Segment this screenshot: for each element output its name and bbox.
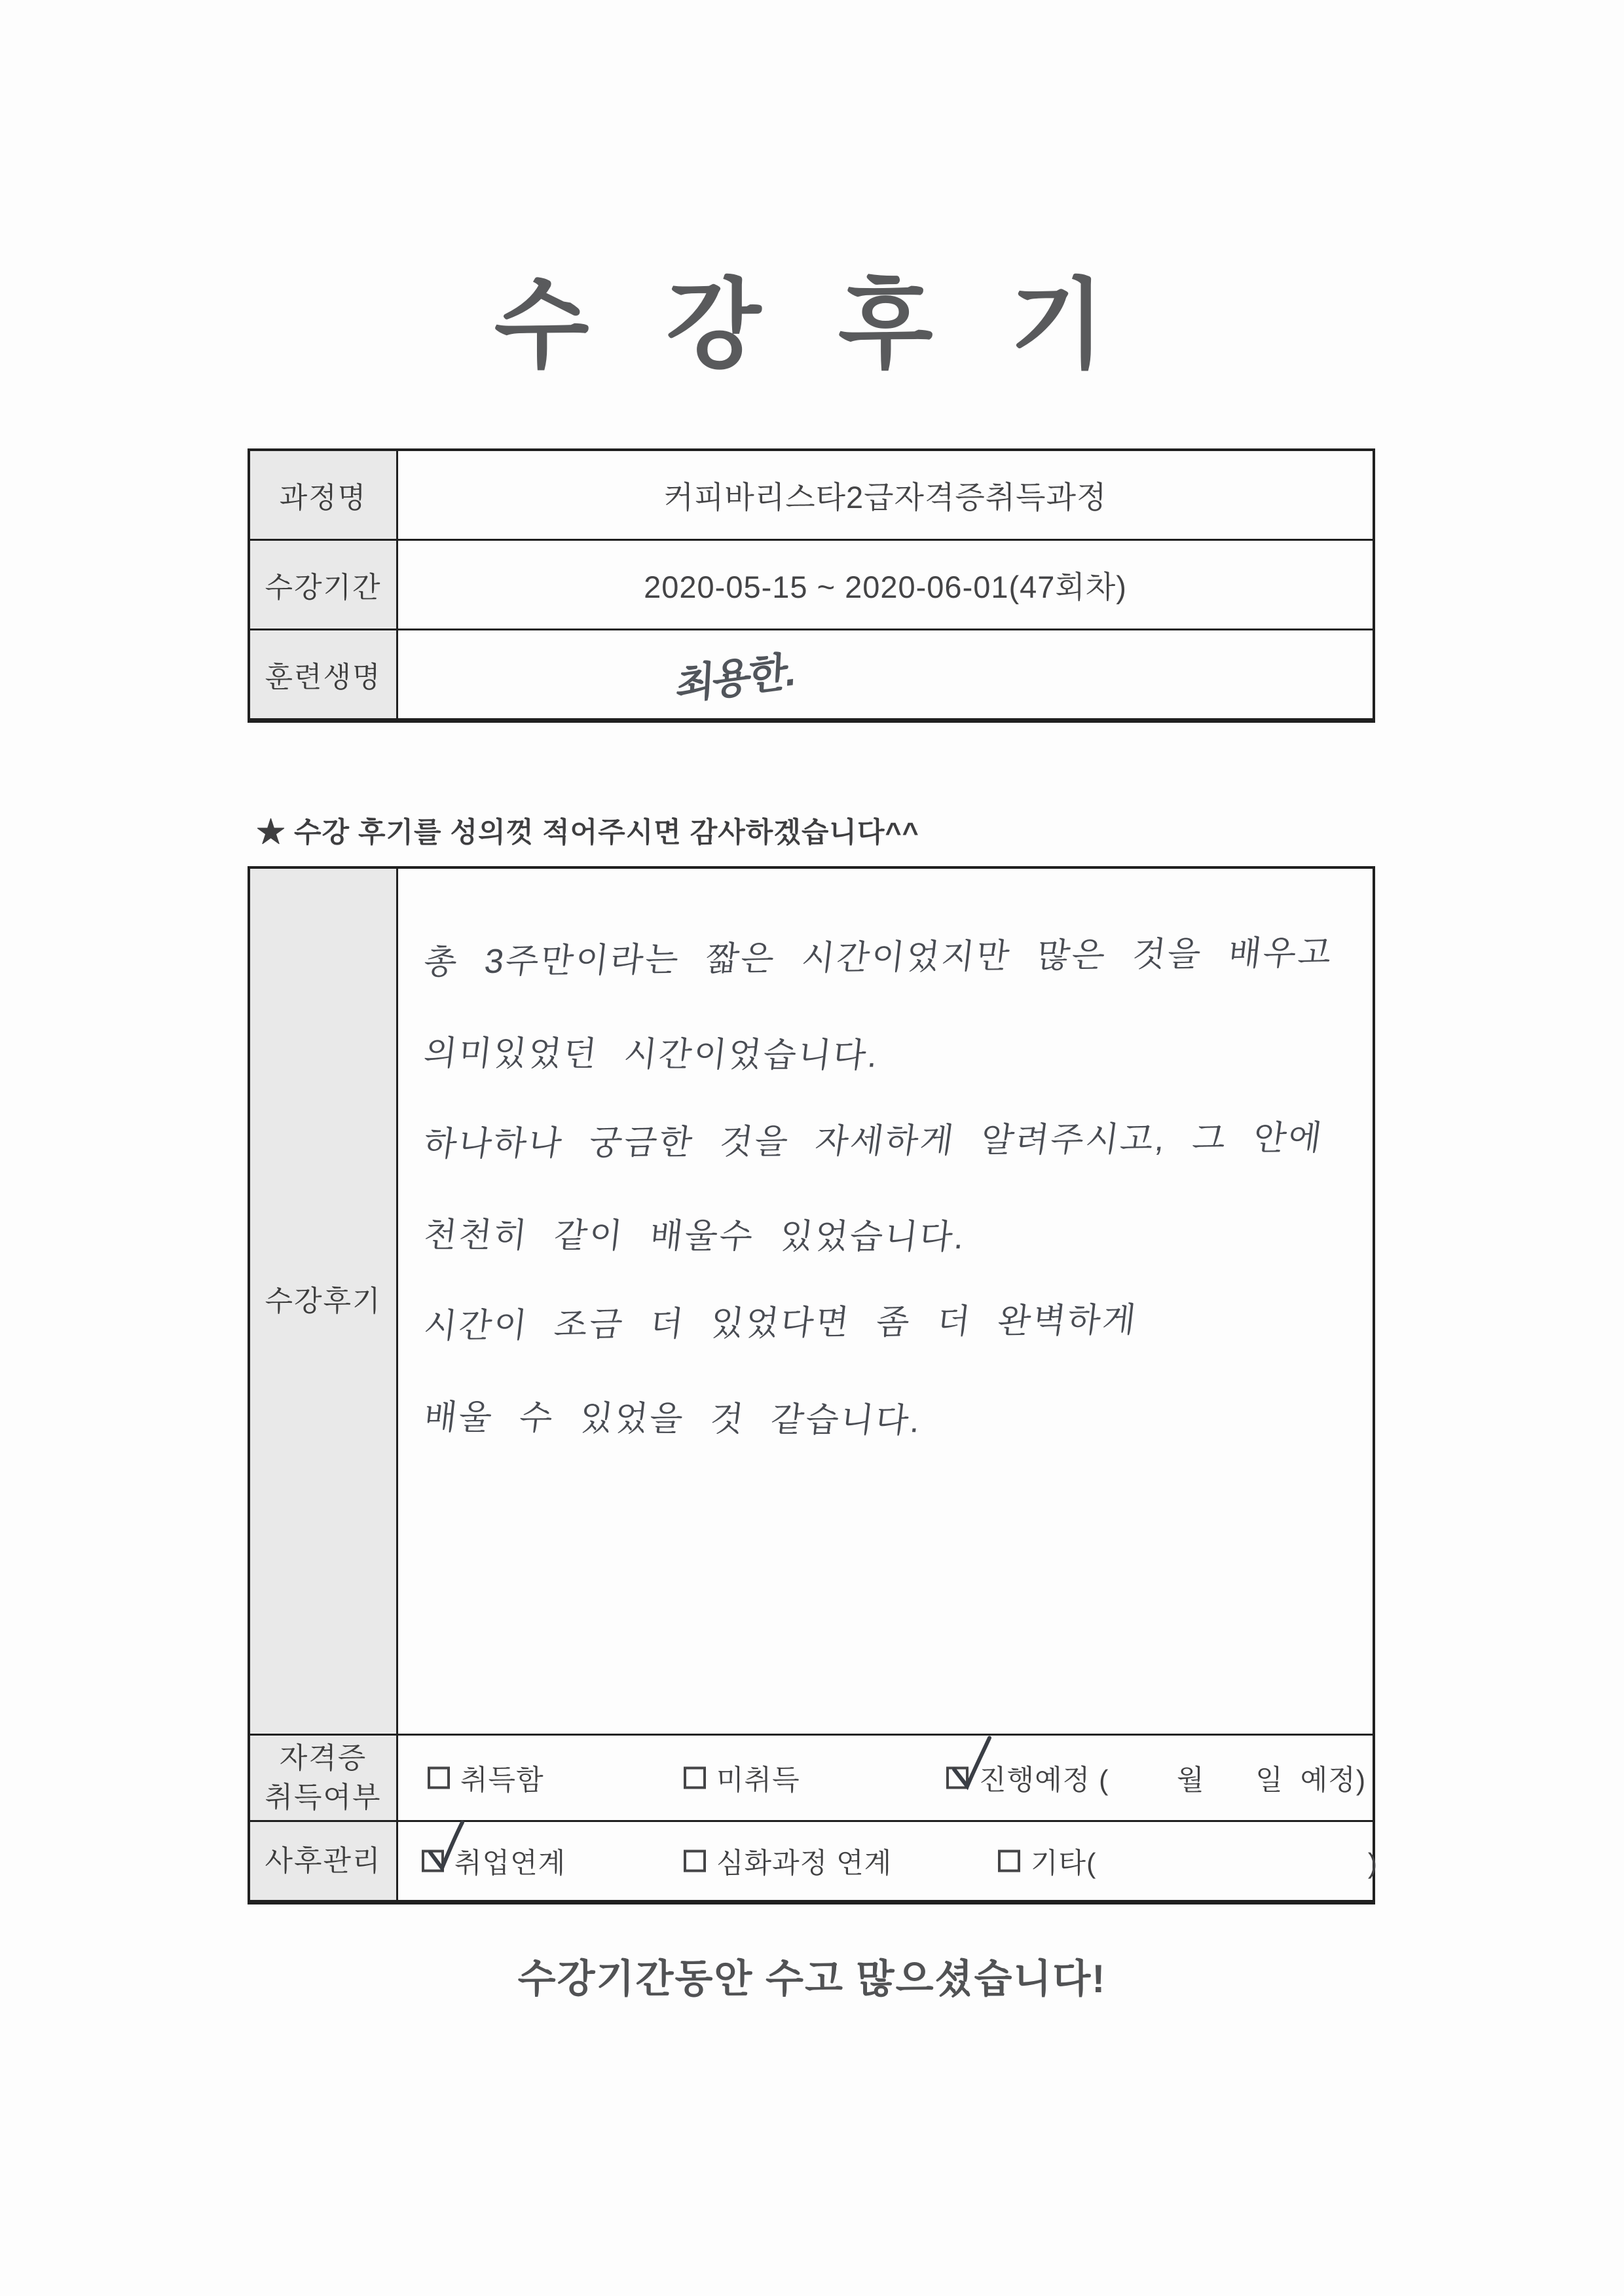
course-period-value: 2020-05-15 ~ 2020-06-01(47회차) [398,541,1373,630]
option-job-link: 취업연계 [422,1841,566,1881]
review-line: 시간이 조금 더 있었다면 좀 더 완벽하게 [422,1301,1140,1345]
checkbox-not-acquired-icon [684,1767,706,1789]
review-line: 총 3주만이라는 짧은 시간이었지만 많은 것을 배우고 [422,934,1335,981]
course-name-value: 커피바리스타2급자격증취득과정 [398,451,1373,541]
checkbox-other-icon [998,1850,1020,1872]
review-line: 하나하나 궁금한 것을 자세하게 알려주시고, 그 안에 [421,1119,1326,1163]
course-info-table [248,448,1375,723]
review-line: 배울 수 있었을 것 같습니다. [422,1398,924,1440]
checkbox-scheduled-icon [946,1767,969,1789]
certificate-status-label: 자격증 취득여부 [250,1736,398,1822]
trainee-name-label: 훈련생명 [250,630,398,720]
page-title: 수 강 후 기 [494,270,1130,380]
checkbox-job-link-icon [422,1850,444,1872]
option-scheduled: 진행예정 ( 월 일 예정) [946,1758,1366,1798]
handwritten-check-icon [946,1734,995,1792]
instruction-note: ★ 수강 후기를 성의껏 적어주시면 감사하겠습니다^^ [257,817,919,848]
checkbox-advanced-course-icon [684,1850,706,1872]
option-other: 기타( ) [998,1841,1378,1881]
followup-row [398,1822,1378,1902]
course-period-label: 수강기간 [250,541,398,630]
review-line: 의미있었던 시간이었습니다. [422,1034,881,1075]
trainee-signature [398,630,1373,720]
handwritten-check-icon [422,1817,470,1875]
course-name-label: 과정명 [250,451,398,541]
handwritten-review [398,869,1373,1438]
review-body [398,869,1373,1736]
option-not-acquired: 미취득 [684,1758,800,1798]
checkbox-acquired-icon [428,1767,450,1789]
option-acquired: 취득함 [428,1758,544,1798]
followup-label: 사후관리 [250,1822,398,1902]
review-label: 수강후기 [250,869,398,1736]
handwritten-signature: 최용한. [674,648,795,709]
closing-message: 수강기간동안 수고 많으셨습니다! [517,1957,1107,2001]
certificate-status-row [398,1736,1373,1822]
review-line: 천천히 같이 배울수 있었습니다. [422,1216,969,1256]
review-table [248,866,1378,1904]
option-advanced-course: 심화과정 연계 [684,1841,892,1881]
